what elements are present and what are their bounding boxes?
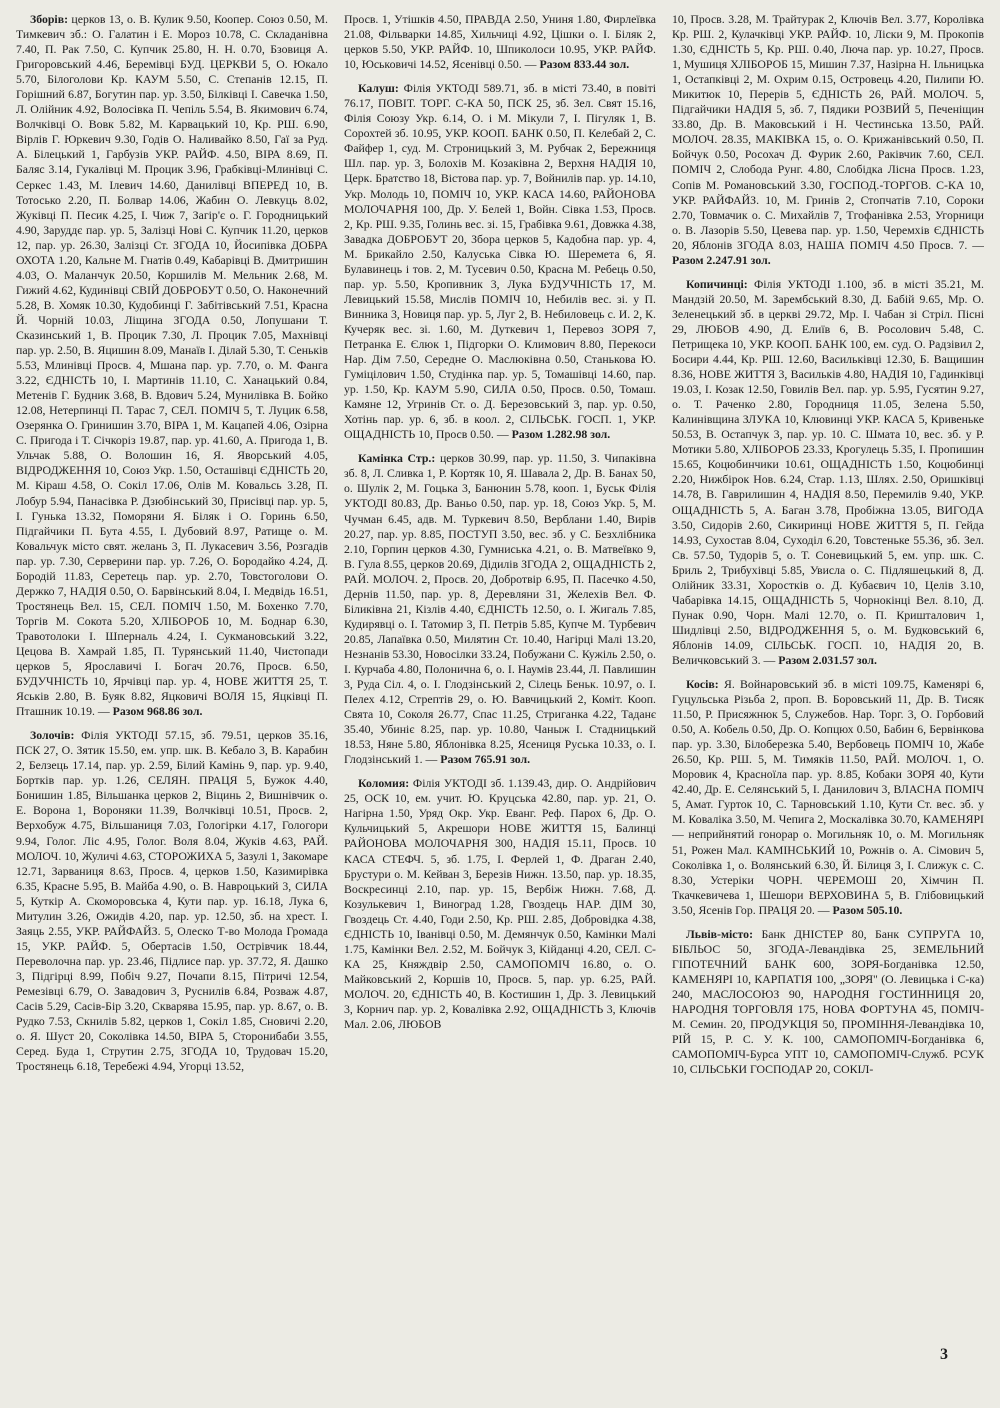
donation-section-kalush bbox=[344, 81, 656, 442]
donation-list: Філія УКТОДІ 57.15, зб. 79.51, церков 35.16, ПСК 27, О. Зятик 15.50, ем. упр. шк. В. Кебало 3, В. Карабин 2, Белзець 17.14, пар. ур. 2.59, Білий Камінь 9, пар. ур. 9.40, Бортків пар. ур. 1.26, СЕЛЯН. ПРАЦЯ 5, Бужок 4.40, Бонишин 1.85, Вільшанка церков 2, Віцинь 2, Вишнівчик о. Е. Ворона 1, Вороняки 11.39, Волчківці 10.51, Просв. 2, Верхобуж 4.75, Вільшаниця 7.03, Гологірки 4.17, Гологори 9.94, Голог. Ліс 4.95, Голог. Воля 8.04, Жуків 4.63, РАЙ. МОЛОЧ. 10, Жуличі 4.63, СТОРОЖИХА 5, Зазулі 1, Закомаре 12.71, Зарваниця 8.63, Просв. 4, церков 1.50, Казимирівка 6.35, Красне 5.95, В. Майба 4.90, о. В. Навроцький 3, СИЛА 5, Куткір А. Скоморовська 4, Кути пар. ур. 16.18, Лука 6, Митулин 3.26, Ожидів 4.20, пар. ур. 12.50, зб. на хрест. І. Заяць 2.55, УКР. РАЙФАЙЗ. 5, Олеско Т-во Молода Громада 15, УКР. РАЙФ. 5, Обертасів 1.50, Острівчик 18.44, Переволочна пар. ур. 23.46, Підлисе пар. ур. 37.72, Я. Дашко 3, Підгірці 8.99, Побіч 9.27, Почапи 8.15, Пітричі 12.54, Ремезівці 6.79, О. Завадович 3, Руснилів 6.84, Розваж 4.87, Сасів 5.29, Сасів-Бір 3.20, Скварява 15.95, пар. ур. 8.67, о. В. Рудко 7.53, Скнилів 5.82, церков 1, Сокіл 1.85, Сновичі 2.20, о. Я. Шуст 20, Соколівка 14.50, ВІРА 5, Сторонибаби 3.55, Серед. Буда 1, Струтин 2.75, ЗГОДА 10, Трудовач 15.20, Тростянець 6.18, Теребежі 4.94, Угорці 13.52, bbox=[16, 728, 328, 1074]
section-total: Разом 505.10. bbox=[832, 902, 903, 917]
column-1 bbox=[16, 12, 328, 1348]
donation-section-lviv bbox=[672, 927, 984, 1077]
column-2 bbox=[344, 12, 656, 1348]
donation-section-zolochiv-cont bbox=[344, 12, 656, 72]
section-total: Разом 968.86 зол. bbox=[112, 704, 203, 719]
place-name: Зборів: bbox=[30, 12, 69, 26]
donation-list: Банк ДНІСТЕР 80, Банк СУПРУГА 10, БІБЛЬОС 50, ЗГОДА-Левандівка 25, ЗЕМЕЛЬНИЙ ГІПОТЕЧНИЙ БАНК 600, ЗОРЯ-Богданівка 12.50, КАМЕНЯРІ 10, КАРПАТІЯ 100, „ЗОРЯ" (О. Левицька і С-ка) 240, МАСЛОСОЮЗ 90, НАРОДНЯ ГОСТИННИЦЯ 20, НАРОДНЯ ТОРГОВЛЯ 175, НОВА ФОРТУНА 45, ПОМІЧ-М. Семин. 20, ПРОДУКЦІЯ 50, ПРОМІННЯ-Левандівка 10, РІЙ 15, Р. С. У. К. 100, САМОПОМІЧ-Богданівка 6, САМОПОМІЧ-Бурса УПТ 10, САМОПОМІЧ-Служб. РСУК 10, СІЛЬСЬКИ ГОСПОДАР 20, СОКІЛ- bbox=[672, 926, 984, 1077]
place-name: Золочів: bbox=[30, 728, 75, 743]
section-total: Разом 2.031.57 зол. bbox=[778, 652, 877, 667]
donation-section-kopychyntsi bbox=[672, 277, 984, 668]
section-total: Разом 1.282.98 зол. bbox=[511, 427, 611, 442]
donation-section-zolochiv bbox=[16, 728, 328, 1074]
place-name: Копичинці: bbox=[686, 276, 748, 291]
donation-section-kosiv bbox=[672, 677, 984, 918]
donation-list: Просв. 1, Утішків 4.50, ПРАВДА 2.50, Униня 1.80, Фирлеївка 21.08, Фільварки 14.85, Хильчиці 4.92, Цішки о. І. Біляк 2, церков 5.50, УКР. РАЙФ. 10, Шпиколоси 10.95, УКР. РАЙФ. 10, Юськовичі 14.52, Ясенівці 0.50. — bbox=[344, 12, 656, 72]
donation-section-zboriv bbox=[16, 12, 328, 719]
donation-list: Філія УКТОДІ зб. 1.139.43, дир. О. Андрійович 25, ОСК 10, ем. учит. Ю. Круцська 42.80, пар. ур. 21, О. Нагірна 1.50, Уряд Окр. Укр. Еванг. Реф. Парох 6, Др. О. Кульчицький 5, Акрешори НОВЕ ЖИТТЯ 15, Балинці РАЙОНОВА МОЛОЧАРНЯ 300, НАДІЯ 15.11, Просв. 10 КАСА СТЕФЧ. 5, зб. 1.75, І. Ферлей 1, Ф. Драган 2.40, Брустури о. М. Кейван 3, Березів Нижн. 13.50, пар. ур. 18.35, Воскресинці 2.10, пар. ур. 15, Вербіж Нижн. 7.68, Д. Козулькевич 1, Виноград 1.28, Гвоздець НАР. ДІМ 30, Гвоздець Ст. 4.40, Годи 2.50, Кр. РШ. 2.85, Добровідка 4.38, ЄДНІСТЬ 10, Іванівці 0.50, М. Демянчук 0.50, Камінки Малі 1.75, Камінки Вел. 2.52, М. Бойчук 3, Кійданці 4.20, СЕЛ. С-КА 25, Княждвір 2.50, САМОПОМІЧ 16.80, о. О. Майковський 2, Коршів 10, Просв. 5, пар. ур. 6.25, РАЙ. МОЛОЧ. 20, ЄДНІСТЬ 40, В. Костишин 1, Др. З. Левицький 3, Корнич пар. ур. 2, Ковалівка 2.92, ОЩАДНІСТЬ 3, Ключів Мал. 2.06, ЛЮБОВ bbox=[344, 776, 656, 1032]
place-name: Калуш: bbox=[358, 81, 399, 96]
donation-list: 10, Просв. 3.28, М. Трайтурак 2, Ключів Вел. 3.77, Королівка Кр. РШ. 2, Кулачківці УКР. РАЙФ. 10, Ліски 9, М. Прокопів 1.30, ЄДНІСТЬ 5, Кр. РШ. 0.40, Люча пар. ур. 10.27, Просв. 1, Мушиця ХЛІБОРОБ 15, Мишин 7.37, Назірна Н. Ільницька 1, Остапківці 2, М. Охрим 0.15, Островець 4.20, Пилипи Ю. Микитюк 10, Перерів 5, ЄДНІСТЬ 26, РАЙ. МОЛОЧ. 5, Підгайчики НАДІЯ 5, зб. 7, Пядики РОЗВИЙ 5, Печеніщин 33.80, Др. В. Маковський і Н. Честинська 13.50, РАЙ. МОЛОЧ. 28.35, МАКІВКА 15, о. О. Крижанівський 0.50, П. Бойчук 0.50, Росохач Д. Фурик 2.60, Раківчик 7.60, СЕЛ. ПОМІЧ 2, Слобода Рунг. 4.80, Слобідка Лісна Просв. 1.23, Сопів М. Романовський 3.30, ГОСПОД.-ТОРГОВ. С-КА 10, УКР. РАЙФАЙЗ. 10, М. Гринів 2, Стопчатів 7.10, Сороки 2.70, Товмачик о. С. Михайлів 7, Тгофанівка 2.53, Угорници о. В. Лазорів 5.50, Цевева пар. ур. 1.50, Черемхів ЄДНІСТЬ 20, Яблонів ЗГОДА 8.03, НАША ПОМІЧ 4.50 Просв. 7. — bbox=[672, 12, 984, 252]
section-total: Разом 2.247.91 зол. bbox=[672, 252, 771, 267]
text-columns bbox=[16, 12, 984, 1348]
section-total: Разом 833.44 зол. bbox=[539, 57, 630, 72]
donation-section-kolomyia bbox=[344, 776, 656, 1032]
donation-list: Я. Войнаровський зб. в місті 109.75, Каменярі 6, Гуцульська Різьба 2, проп. В. Боровський 11, Др. В. Тисяк 11.50, Р. Присяжнюк 5, Служебов. Нар. Торг. 3, О. Горбовий 0.50, А. Кобель 0.50, Др. О. Копцюх 0.50, Бабин 6, Бервінкова пар. ур. 3.30, Білоберезка 5.40, Вербовець ПОМІЧ 10, Жабе 26.50, Кр. РШ. 5, М. Тимяків 11.50, РАЙ. МОЛОЧ. 1, О. Моровик 4, Красноїла пар. ур. 8.85, Кобаки ЗОРЯ 40, Кути 42.40, Др. Е. Селянський 5, І. Данилович 3, ВЛАСНА ПОМІЧ 5, Амат. Гурток 10, С. Тарновський 1.10, Кути Ст. вес. зб. у М. Коваліка 3.50, М. Чепига 2, Москалівка 30.70, КАМЕНЯРІ — неприйнятий гонорар о. Могильняк 10, о. М. Могильняк 51, Рожен Мал. КАМІНСЬКИЙ 10, Рожнів о. А. Сімович 5, Соколівка 1, о. Волянський 6.30, Й. Білиця 3, І. Слижук с. С. 8.30, Устеріки ЧОРН. ЧЕРЕМОШ 20, Хімчин П. Ткачкевичева 1, Шешори ВЕРХОВИНА 5, В. Глібовицький 3.50, Ясенів Гор. ПРАЦЯ 20. — bbox=[672, 677, 984, 917]
donation-section-kolomyia-cont bbox=[672, 12, 984, 268]
place-name: Косів: bbox=[686, 677, 719, 692]
donation-section-kaminka bbox=[344, 451, 656, 767]
donation-list: церков 30.99, пар. ур. 11.50, З. Чипаківна зб. 8, Л. Сливка 1, Р. Кортяк 10, Я. Шавала 2, Др. В. Банах 50, о. Шулік 2, М. Гоцька 3, Банюнин 5.78, кооп. 1, Буськ Філія УКТОДІ 80.83, Др. Ваньо 0.50, пар. ур. 18, Союз Укр. 5, М. Чучман 6.45, адв. М. Туркевич 8.50, Верблани 1.40, Вирів 20.27, пар. ур. 8.85, ПОСТУП 3.50, вес. зб. у С. Безхлібника 2.10, Горпин церков 4.30, Гумниська 4.21, о. В. Матвеївко 9, В. Гула 8.55, церков 20.69, Дідилів ЗГОДА 2, ОЩАДНІСТЬ 2, РАЙ. МОЛОЧ. 2, Просв. 20, Добротвір 6.95, П. Пасечко 4.50, Дернів 11.50, пар. ур. 8, Деревляни 31, Желехів Вел. Ф. Біликівна 21, Кізлів 4.40, ЄДНІСТЬ 12.50, о. І. Жигаль 7.85, Кудирявці о. І. Татомир 3, П. Петрів 5.85, Купче М. Турбевич 20.85, Лапаївка 0.50, Милятин Ст. 10.40, Нагірці Малі 13.20, Незнанів 53.30, Новосілки 33.24, Побужани С. Кужіль 2.50, о. І. Курчаба 4.80, Полонична 6, о. І. Наумів 23.44, Л. Павлишин 3, Руда Сіл. 4, о. І. Глодзінський 2, Сілець Беньк. 10.97, о. І. Пелех 4.12, Стрептів 29, о. Ю. Вавчицький 2, Коміт. Кооп. Свята 10, Соколя 26.77, Спас 11.25, Стриганка 4.22, Таданє 35.40, Убиніє 8.25, пар. ур. 10.80, Чаныж І. Стадницький 18.53, Няне 5.80, Яблонівка 8.25, Ясениця Руська 10.33, о. І. Глодзінський 1. — bbox=[344, 451, 656, 767]
column-3 bbox=[672, 12, 984, 1348]
place-name: Коломия: bbox=[358, 776, 410, 791]
donation-list: церков 13, о. В. Кулик 9.50, Коопер. Союз 0.50, М. Тимкевич зб.: О. Галатин і Е. Мороз 10.78, С. Складанівна 7.40, П. Рак 7.50, С. Купчик 25.80, Н. Н. 0.70, Бзовиця А. Григоровський 4.46, Беремівці БУД. ЦЕРКВИ 5, О. Юкало 5.70, Білоголови Кр. КАУМ 5.50, С. Степанів 12.15, П. Горішний 6.87, Богутин пар. ур. 3.50, Білківці І. Савечка 1.50, Л. Олійник 4.92, Волосівка П. Чепіль 5.54, В. Якимович 6.74, Волчківці О. Вовк 5.82, М. Карвацький 10, Кр. РШ. 6.90, Вірлів Г. Юркевич 9.30, Годів О. Наливайко 8.50, Гаї за Руд. А. Білецький 1, Гарбузів УКР. РАЙФ. 4.50, ВІРА 8.69, П. Баляс 3.14, Гукалівці М. Процик 3.96, Грабківці-Млинівці С. Серкес 1.43, М. Ілевич 14.60, Данилівці ВПЕРЕД 10, В. Тотосько 2.20, П. Болвар 14.06, Жабин О. Левкуць 8.02, Жуківці П. Песик 4.25, І. Чиж 7, Загір'є о. Г. Городницький 4.90, Заруддє пар. ур. 5, Залізці Нові С. Купчик 11.20, церков 12, пар. ур. 26.30, Залізці Ст. ЗГОДА 10, Йосипівка ДОБРА ОХОТА 1.20, Кальне М. Гнатів 0.49, Кабарівці В. Дмитришин 4.03, О. Маланчук 20.50, Коршилів М. Мельник 2.68, М. Гижий 4.62, Кудинівці СВІЙ ДОБРОБУТ 0.50, О. Наконечний 5.28, В. Хомяк 10.30, Кудобинці Г. Забітівський 7.51, Красна Й. Чорній 10.03, Ліщина ЗГОДА 0.50, Лопушани Т. Сказинський 1, В. Процик 7.30, Л. Процик 7.05, Махнівці пар. ур. 2.50, В. Яцишин 8.09, Манаїв І. Ділай 5.30, Т. Сенькiв 5.53, Млинівці Просв. 4, Мшана пар. ур. 7.70, о. М. Фанга 3.22, ЄДНІСТЬ 10, І. Мартинів 11.10, С. Ханацький 0.84, Метенів Г. Будник 3.68, В. Вдович 5.24, Мунилівка В. Бойко 12.08, Нетерпинці П. Тарас 7, СЕЛ. ПОМІЧ 5, Т. Луцик 6.58, Озерянка О. Гринишин 3.70, ВІРА 1, М. Кацапей 4.06, Озірна С. Пригода і Т. Січкоріз 19.87, пар. ур. 41.60, А. Пригода 1, В. Ульчак 5.88, О. Волошин 16, Я. Яворський 4.05, ВІДРОДЖЕННЯ 10, Союз Укр. 1.50, Осташівці ЄДНІСТЬ 20, М. Кіраш 4.58, О. Сокіл 17.06, Олів М. Ковальсь 3.28, П. Лобур 5.94, Панасівка Р. Дзюбінський 30, Присівці пар. ур. 5, І. Гунька 13.32, Поморяни Я. Біляк і О. Горинь 6.50, Підгайчики П. Бута 4.55, І. Дубовий 8.97, Ратище о. М. Ковальчук місто свят. желань 3, П. Лукасевич 3.56, Розгадів пар. ур. 7.30, Серверини пар. ур. 7.26, О. Бородайко 4.24, Д. Бородій 11.83, Серетець пар. ур. 2.70, Товстоголови О. Держко 7, НАДІЯ 0.50, О. Барвінський 8.04, І. Медвідь 16.51, Тростянець Вел. 15, СЕЛ. ПОМІЧ 1.50, М. Бохенко 7.70, Торгів М. Сокота 5.20, ХЛІБОРОБ 10, М. Боднар 6.30, Травотолоки І. Шперналь 4.24, І. Сукмановський 3.22, Цецова В. Хамрай 1.85, П. Турянський 11.40, Чистопади церков 5, Ярославичі І. Богач 20.76, Просв. 6.50, БУДУЧНІСТЬ 10, Ярчівці пар. ур. 4, НОВЕ ЖИТТЯ 25, Т. Яськів 2.80, В. Буяк 8.82, Яцковичі ВОЛЯ 15, Яцківці П. Пташник 10.19. — bbox=[16, 12, 328, 719]
place-name: Камінка Стр.: bbox=[358, 451, 436, 466]
section-total: Разом 765.91 зол. bbox=[440, 752, 531, 767]
page-number: 3 bbox=[940, 1346, 948, 1363]
donation-list: Філія УКТОДІ 589.71, зб. в місті 73.40, в повіті 76.17, ПОВІТ. ТОРГ. С-КА 50, ПСК 25, зб. Зел. Свят 15.16, Філія Союзу Укр. 6.14, О. і М. Мікули 7, І. Пігуляк 1, В. Сорохтей зб. 10.95, УКР. КООП. БАНК 0.50, П. Келебай 2, С. Файфер 1, суд. М. Строницький 3, М. Рубчак 2, Бережниця Шл. пар. ур. 3, Болохів М. Козаківна 2, Верхня НАДІЯ 10, Церк. Братство 18, Вістова пар. ур. 7, Войнилів пар. ур. 14.10, Укр. Молодь 10, ПОМІЧ 10, УКР. КАСА 14.60, РАЙОНОВА МОЛОЧАРНЯ 100, Др. У. Белей 1, Войн. Сівка 1.53, Просв. 2, Кр. РШ. 9.35, Голинь вес. зі. 15, Грабівка 9.61, Довжка 4.38, Завадка ДОБРОБУТ 20, Збора церков 5, Кадобна пар. ур. 4, М. Брикайло 2.50, Калуська Сівка Ю. Шеремета 6, Я. Булавинець і тов. 2, М. Тусевич 0.50, Красна М. Ребець 0.50, пар. ур. 5.50, Кропивник 3, Лука БУДУЧНІСТЬ 17, М. Левицький 15.58, Мислів ПОМІЧ 10, Небилів вес. зі. у П. Винника 3, Новиця пар. ур. 5, Луг 2, В. Небиловець с. И. 2, К. Кучеряк вес. зі. 1.60, М. Дуткевич 1, Перевоз ЗОРЯ 7, Петранка Е. Єлюк 1, Підгорки О. Климович 8.80, Перекоси Нар. Дім 7.50, Середне О. Маслюківна 0.50, Станькова Ю. Гуміцілович 1.50, Студінка пар. ур. 5, Томашівці 14.60, пар. ур. 1.50, Кр. КАУМ 5.90, СИЛА 0.50, Просв. 0.50, Томаш. Камяне 12, Угринів Ст. о. Д. Березовський 3, пар. ур. 0.50, Хотінь пар. ур. 6, зб. в коол. 2, СІЛЬСЬК. ГОСП. 1, УКР. ОЩАДНІСТЬ 10, Просв 0.50. — bbox=[344, 81, 656, 442]
donation-list: Філія УКТОДІ 1.100, зб. в місті 35.21, М. Мандзій 20.50, М. Зарембський 8.30, Д. Бабій 9.65, Мр. О. Зеленецький зб. в церкві 29.72, Мр. І. Чабан зі Стріл. Пісні 29, ЛЮБОВ 4.90, Д. Елиїв 6, В. Росолович 5.48, С. Петрищека 10, УКР. КООП. БАНК 100, ем. суд. О. Радзівил 2, Босири 4.44, Кр. РШ. 12.60, Васильківці 12.30, Б. Ващишин 8.36, НОВЕ ЖИТТЯ 3, Васильків 4.80, НАДІЯ 10, Гадинківці 19.03, І. Козак 12.50, Говилів Вел. пар. ур. 5.95, Гусятин 9.27, о. Т. Раченко 2.80, Городниця 11.05, Зелена 5.50, Калинівщина ЗЛУКА 10, Клювинці УКР. КАСА 5, Кривеньке 50.53, В. Остапчук 3, пар. ур. 10. С. Шмата 10, вес. зб. у Р. Мотики 5.80, ХЛІБОРОБ 23.33, Крогулець 5.35, І. Пропишин 15.65, Коцюбинчики 10.61, ОЩАДНІСТЬ 1.50, Коцюбинці 2.20, Нижбірок Нов. 6.24, Стар. 1.13, Шлях. 2.50, Оришківці 14.78, В. Гаврилишин 4, НАДІЯ 8.50, Перемилів 9.40, УКР. ОЩАДНІСТЬ 5, А. Баган 3.78, Пробіжна 13.05, ВИГОДА 3.50, Сидорів 2.60, Сикиринці НОВЕ ЖИТТЯ 5, П. Гейда 14.93, Сухостав 8.04, Суходіл 6.20, Товстеньке 55.36, зб. Зел. Св. 57.50, Тудорів 5, о. Т. Соневицький 5, ем. упр. шк. С. Бриль 2, Трибухівці 5.85, Увисла о. С. Підляшецький 8, Д. Олійник 33.31, Хоростків о. Д. Кубаєвич 10, Целів 3.10, Чабарівка 14.15, ОЩАДНІСТЬ 5, Чорнокінці Вел. 8.10, Д. Пунак 0.90, Чорн. Малі 12.70, о. П. Кришталович 1, Шидлівці 2.50, ВІДРОДЖЕННЯ 5, о. М. Будковський 6, Яблонів 14.09, СІЛЬСЬК. ГОСП. 10, НАДІЯ 20, В. Величковський 3. — bbox=[672, 276, 984, 667]
place-name: Львів-місто: bbox=[686, 926, 753, 941]
